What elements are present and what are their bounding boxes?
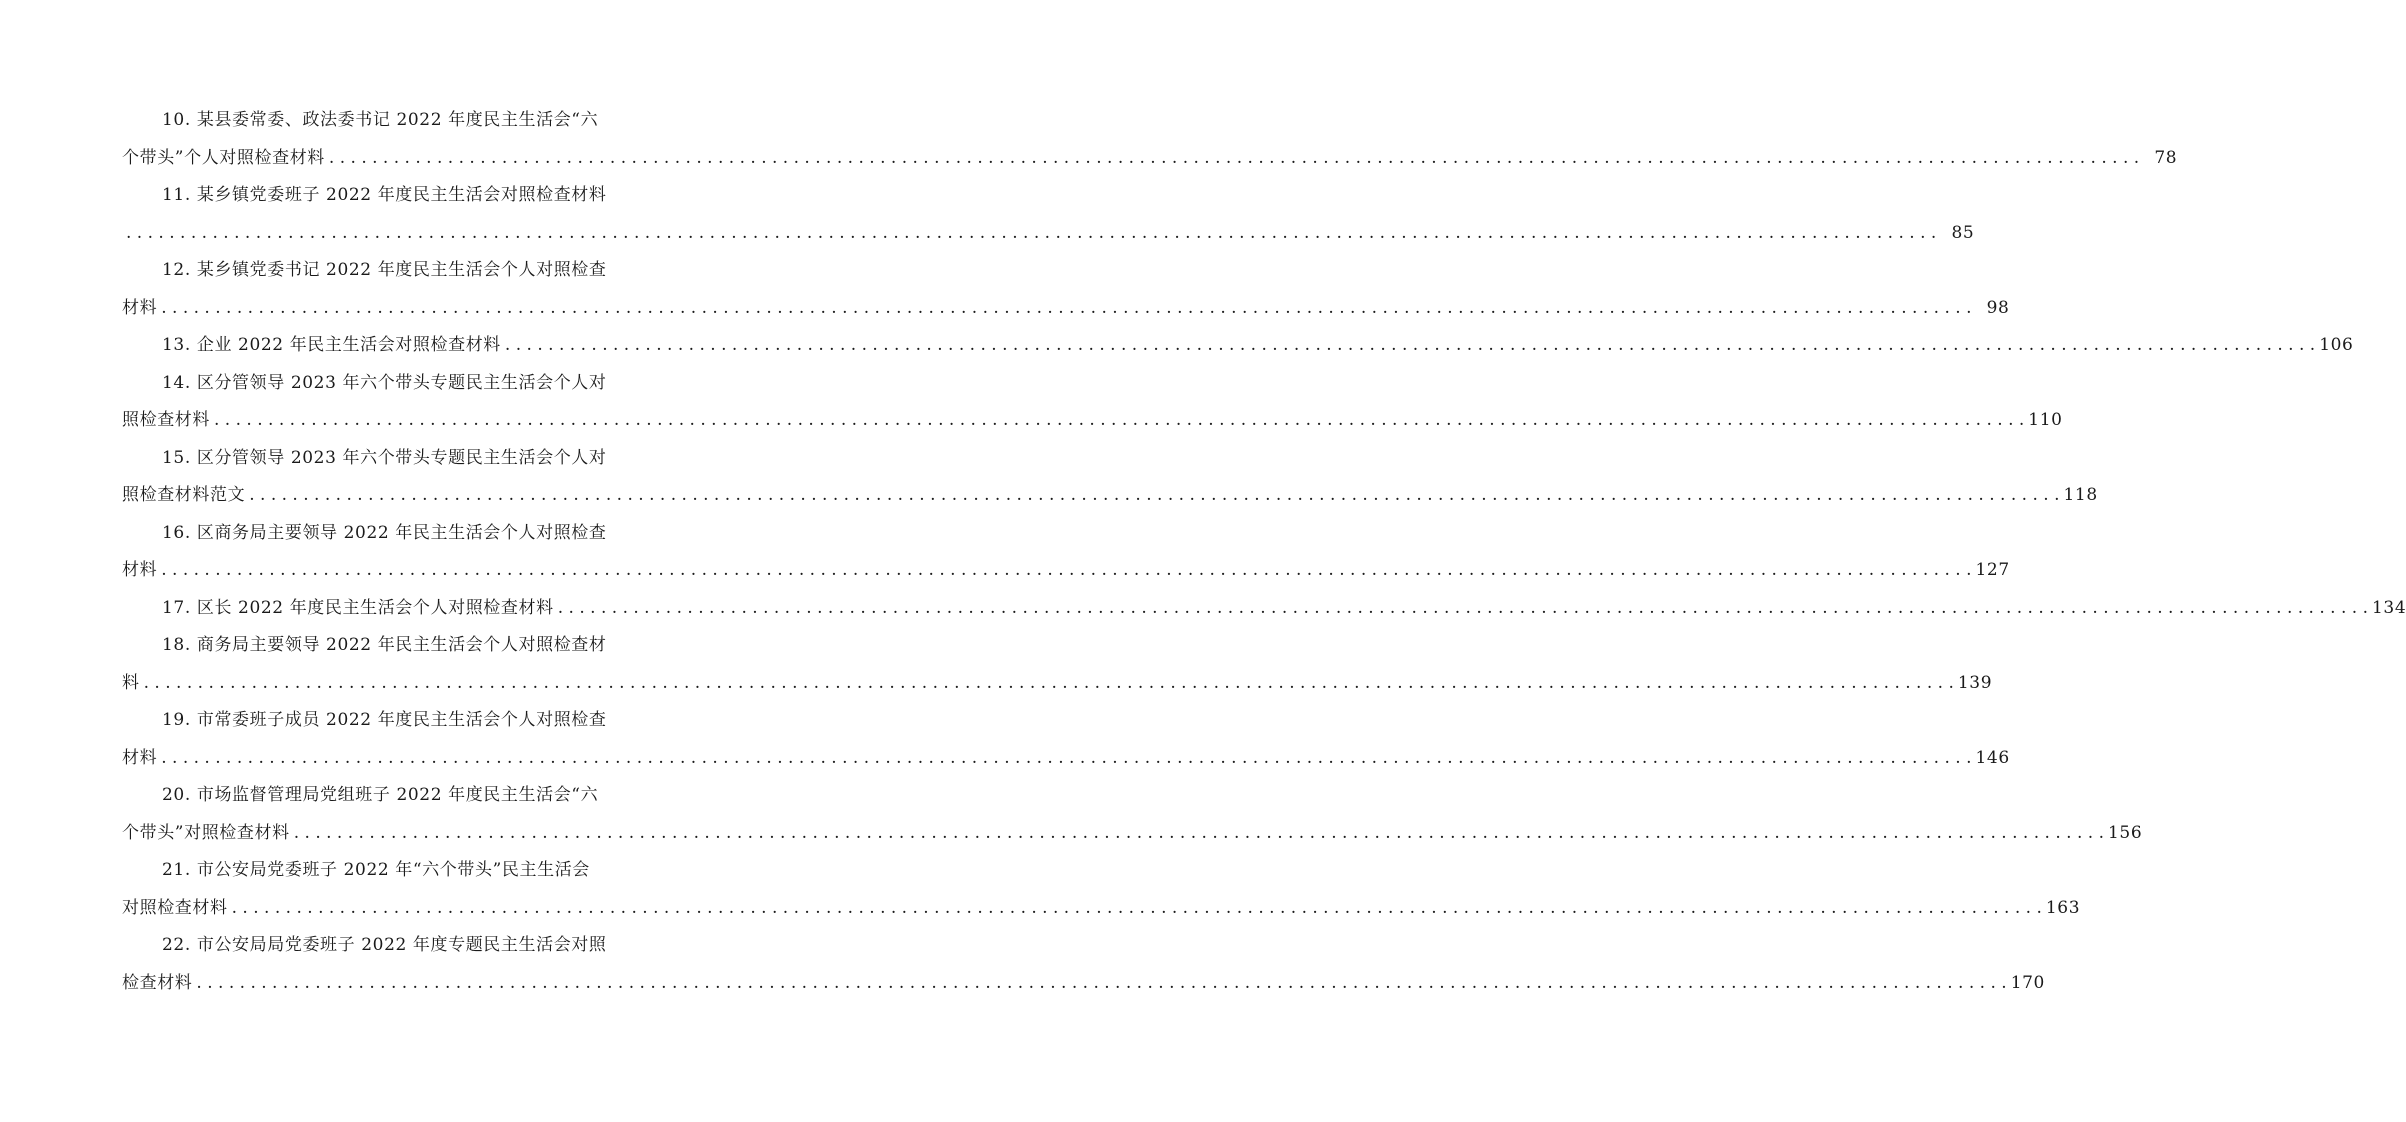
toc-entry-last-line: 照检查材料范文 . . . 118 [122,477,674,515]
toc-entry-last-line: 材料 . . . 98 [122,290,674,328]
dot-leader [210,402,2028,440]
dot-leader [192,965,2010,1003]
toc-page-number: 110 [2028,410,2063,430]
toc-entry-last-line: 材料 . . . 127 [122,552,674,590]
dot-leader [157,552,1975,590]
toc-entry-last-line: 个带头”个人对照检查材料 . . . 78 [122,140,674,178]
toc-page-number: 106 [2319,335,2354,355]
toc-entry-13[interactable] [122,327,2354,365]
toc-entry-last-line: 对照检查材料 . . . 163 [122,890,674,928]
toc-page-number: 156 [2107,822,2143,843]
toc-page-number: 85 [1951,222,1975,243]
toc-entry-title-line: 12. 某乡镇党委书记 2022 年度民主生活会个人对照检查 [162,260,607,280]
toc-entry-17[interactable] [122,590,2406,628]
toc-entry-single-line: 17. 区长 2022 年度民主生活会个人对照检查材料 . . . 134 [122,590,674,628]
toc-page-number: 170 [2010,972,2045,993]
toc-entry-title-line: 14. 区分管领导 2023 年六个带头专题民主生活会个人对 [162,372,607,393]
toc-entry-16[interactable] [122,515,2010,590]
toc-entry-14[interactable] [122,365,2063,440]
toc-page-number: 98 [1986,297,2010,318]
toc-page-number: 78 [2154,147,2178,168]
toc-page-number: 146 [1975,747,2010,768]
toc-entry-20[interactable] [122,777,2143,852]
toc-entry-15[interactable] [122,440,2098,515]
table-of-contents [122,102,2406,1002]
dot-leader [157,290,1975,328]
toc-entry-11[interactable] [122,177,1975,252]
toc-entry-single-line: 13. 企业 2022 年民主生活会对照检查材料 . . . 106 [122,327,674,365]
toc-entry-last-line: 料 . . . 139 [122,665,674,703]
toc-entry-19[interactable] [122,702,2010,777]
dot-leader [554,590,2372,628]
toc-entry-last-line: 材料 . . . 146 [122,740,674,778]
toc-entry-title-line: 20. 市场监督管理局党组班子 2022 年度民主生活会“六 [162,785,599,805]
toc-entry-title-line: 10. 某县委常委、政法委书记 2022 年度民主生活会“六 [162,110,599,130]
toc-page-number: 134 [2372,597,2406,618]
dot-leader [157,740,1975,778]
toc-entry-title-line: 21. 市公安局党委班子 2022 年“六个带头”民主生活会 [162,860,590,880]
toc-page-number: 118 [2063,485,2098,505]
dot-leader [325,140,2143,178]
toc-entry-22[interactable] [122,927,2045,1002]
dot-leader [290,815,2108,853]
toc-entry-title-line: 11. 某乡镇党委班子 2022 年度民主生活会对照检查材料 [162,185,607,205]
toc-page-number: 139 [1957,672,1993,693]
dot-leader [228,890,2046,928]
toc-page-number: 163 [2045,897,2081,918]
toc-entry-last-line: 检查材料 . . . 170 [122,965,674,1003]
dot-leader [501,327,2319,365]
toc-entry-18[interactable] [122,627,1993,702]
toc-entry-last-line: 个带头”对照检查材料 . . . 156 [122,815,674,853]
toc-entry-title-line: 15. 区分管领导 2023 年六个带头专题民主生活会个人对 [162,447,607,468]
toc-entry-title-line: 18. 商务局主要领导 2022 年民主生活会个人对照检查材 [162,635,607,655]
toc-entry-12[interactable] [122,252,2010,327]
dot-leader [245,477,2063,515]
toc-entry-10[interactable] [122,102,2178,177]
dot-leader [122,215,1940,253]
toc-entry-title-line: 19. 市常委班子成员 2022 年度民主生活会个人对照检查 [162,710,607,730]
toc-page-number: 127 [1975,560,2010,580]
toc-entry-title-line: 22. 市公安局局党委班子 2022 年度专题民主生活会对照 [162,935,607,955]
toc-entry-last-line [122,215,1975,253]
toc-entry-last-line: 照检查材料 . . . 110 [122,402,674,440]
toc-entry-21[interactable] [122,852,2081,927]
dot-leader [140,665,1958,703]
toc-entry-title-line: 16. 区商务局主要领导 2022 年民主生活会个人对照检查 [162,522,607,543]
